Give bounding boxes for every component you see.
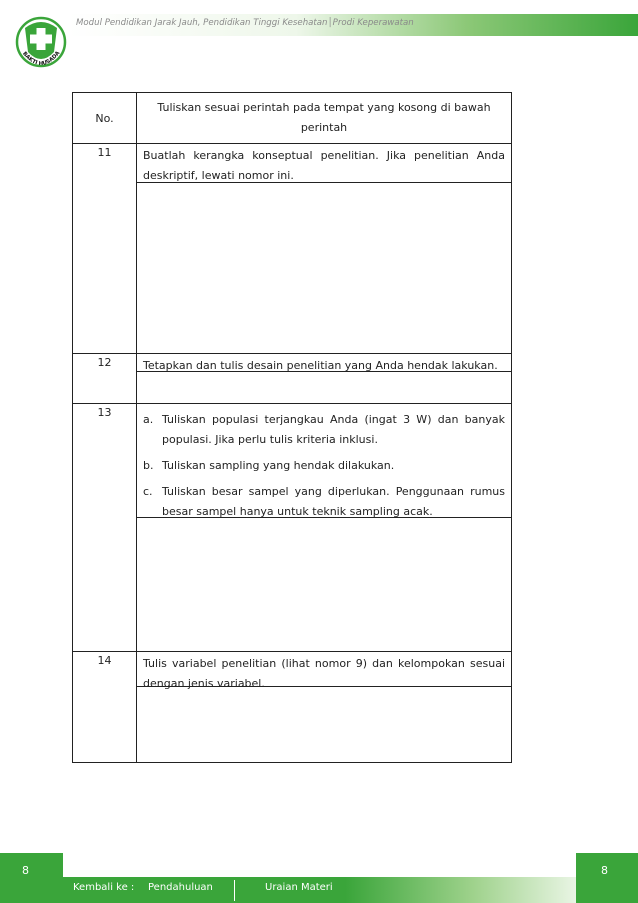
answer-area[interactable] xyxy=(137,687,511,762)
sub-instruction: b. Tuliskan sampling yang hendak dilakukan. xyxy=(143,459,395,472)
footer-left-block xyxy=(0,853,63,903)
row-instruction: Buatlah kerangka konseptual penelitian. Jika penelitian Anda deskriptif, lewati nomor ini. xyxy=(137,144,511,183)
column-header-instruction: Tuliskan sesuai perintah pada tempat yang kosong di bawah perintah xyxy=(137,93,512,144)
row-number: 14 xyxy=(73,652,137,763)
page-number-left: 8 xyxy=(22,864,29,877)
footer-back-label: Kembali ke : xyxy=(73,882,135,893)
assignment-table xyxy=(72,92,512,763)
answer-area[interactable] xyxy=(137,518,511,651)
footer-link-pendahuluan[interactable]: Pendahuluan xyxy=(148,882,213,893)
logo-text: BAKTI HUSADA xyxy=(21,50,62,68)
answer-area[interactable] xyxy=(137,183,511,353)
row-instruction: Tulis variabel penelitian (lihat nomor 9) dan kelompokan sesuai dengan jenis variabel. xyxy=(137,652,511,687)
header-title: Modul Pendidikan Jarak Jauh, Pendidikan Tinggi Kesehatan│Prodi Keperawatan xyxy=(76,18,414,28)
table-row xyxy=(73,144,512,354)
row-number: 13 xyxy=(73,404,137,652)
sub-instruction: a. Tuliskan populasi terjangkau Anda (ingat 3 W) dan banyak populasi. Jika perlu tulis kriteria inklusi. xyxy=(143,413,505,446)
column-header-no: No. xyxy=(73,93,137,144)
sub-instruction-list xyxy=(137,404,511,518)
row-number: 11 xyxy=(73,144,137,354)
sub-instruction: c. Tuliskan besar sampel yang diperlukan. Penggunaan rumus besar sampel hanya untuk teknik sampling acak. xyxy=(143,485,505,518)
answer-area[interactable] xyxy=(137,372,511,403)
table-header-row xyxy=(73,93,512,144)
footer-right-block xyxy=(576,853,638,903)
footer-divider xyxy=(234,880,235,901)
footer-link-uraian-materi[interactable]: Uraian Materi xyxy=(265,882,333,893)
table-row xyxy=(73,404,512,652)
bakti-husada-logo xyxy=(14,8,68,80)
table-row xyxy=(73,652,512,763)
table-row xyxy=(73,354,512,404)
row-instruction: Tetapkan dan tulis desain penelitian yang Anda hendak lakukan. xyxy=(137,354,511,372)
page-number-right: 8 xyxy=(601,864,608,877)
row-number: 12 xyxy=(73,354,137,404)
